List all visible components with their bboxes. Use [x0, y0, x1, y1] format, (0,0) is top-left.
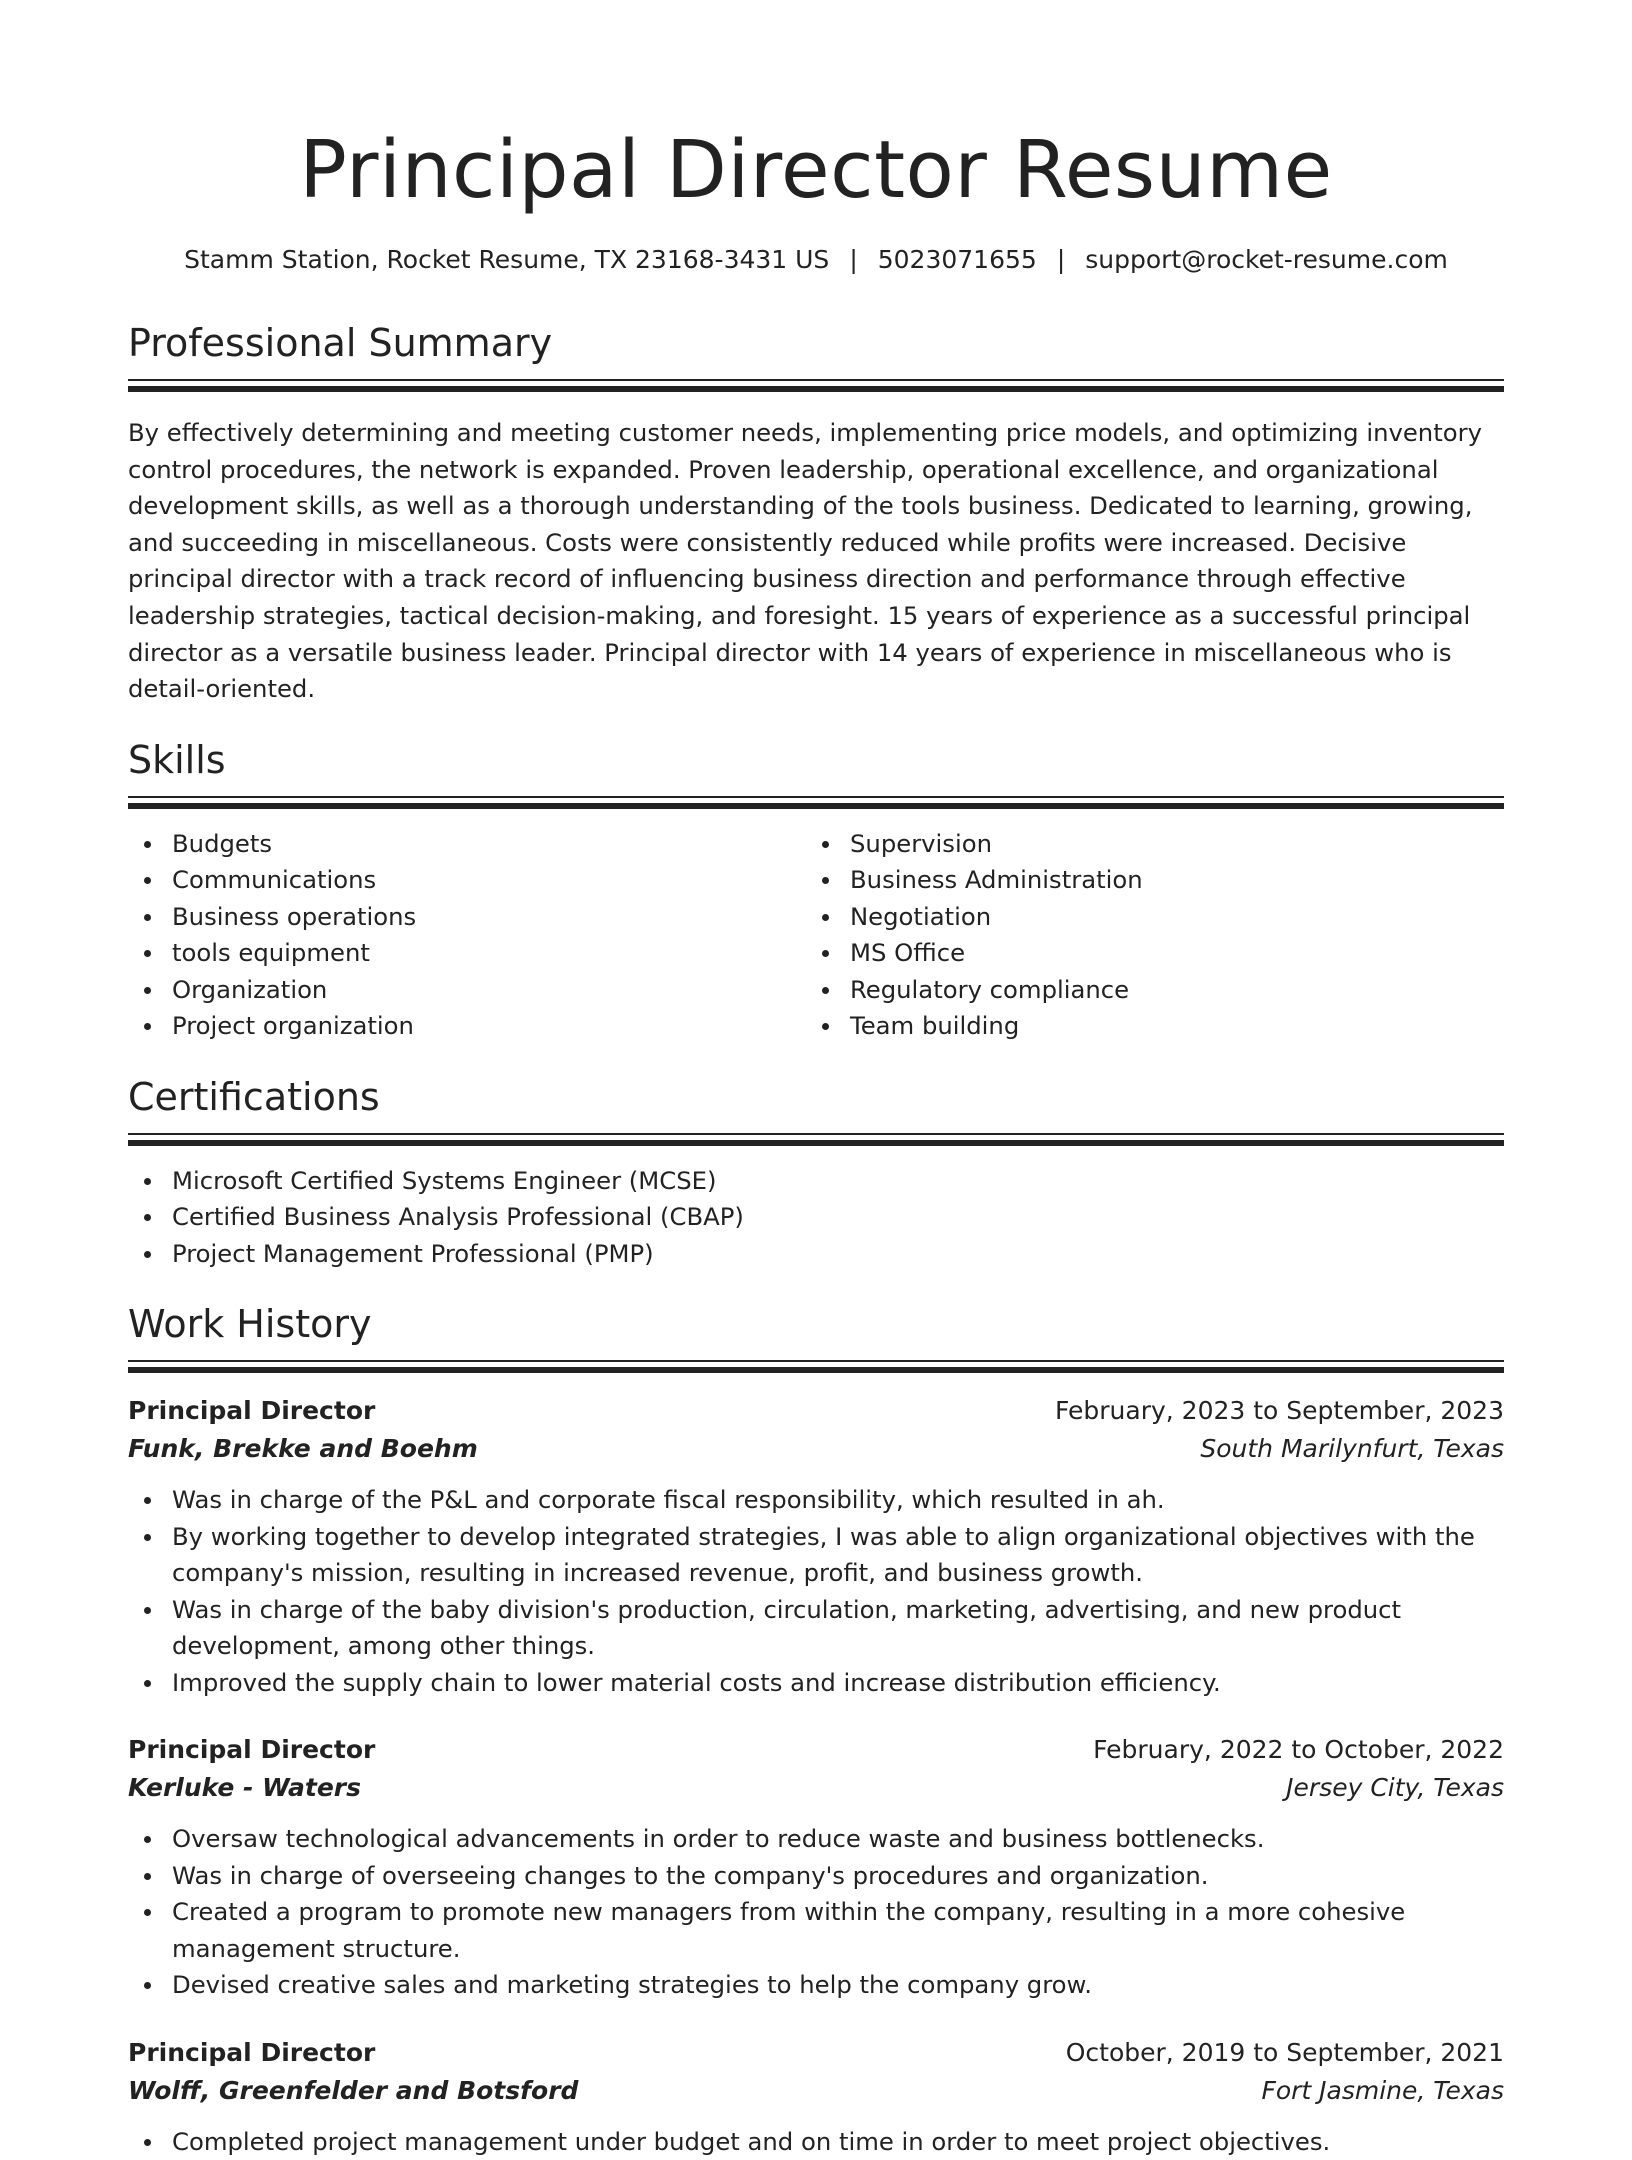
job-bullet: Created a program to promote new managers from within the company, resulting in a more cohesive management structure.: [128, 1894, 1504, 1967]
job-dates: February, 2023 to September, 2023: [1055, 1396, 1504, 1426]
job-company: Wolff, Greenfelder and Botsford: [128, 2075, 579, 2105]
certification-item: Certified Business Analysis Professional (CBAP): [128, 1199, 1504, 1236]
skills-list-right: [806, 826, 1484, 1045]
job-entry: [128, 2034, 1504, 2160]
section-divider: [128, 1133, 1504, 1147]
skill-item: MS Office: [806, 935, 1484, 972]
contact-address: Stamm Station, Rocket Resume, TX 23168-3431 US: [184, 245, 830, 274]
contact-separator: |: [849, 245, 858, 274]
job-location: Jersey City, Texas: [1286, 1773, 1504, 1803]
job-bullet: Oversaw technological advancements in order to reduce waste and business bottlenecks.: [128, 1821, 1504, 1858]
job-bullet: Was in charge of overseeing changes to the company's procedures and organization.: [128, 1858, 1504, 1895]
job-bullet: Devised creative sales and marketing strategies to help the company grow.: [128, 1967, 1504, 2004]
skill-item: Communications: [128, 862, 806, 899]
job-title: Principal Director: [128, 2037, 376, 2067]
job-bullet: Was in charge of the P&L and corporate fiscal responsibility, which resulted in ah.: [128, 1482, 1504, 1519]
certification-item: Project Management Professional (PMP): [128, 1236, 1504, 1273]
job-title: Principal Director: [128, 1735, 376, 1765]
resume-title: Principal Director Resume: [299, 124, 1333, 216]
skill-item: Negotiation: [806, 899, 1484, 936]
skill-item: Project organization: [128, 1008, 806, 1045]
skills-section: [128, 734, 1504, 1045]
job-bullets: [128, 1821, 1504, 2004]
certifications-section: [128, 1071, 1504, 1273]
job-bullet: Improved the supply chain to lower material costs and increase distribution efficiency.: [128, 1665, 1504, 1702]
summary-text: By effectively determining and meeting customer needs, implementing price models, and optimizing inventory control procedures, the network is expanded. Proven leadership, operational excellence, and organizational development skills, as well as a thorough understanding of the tools business. Dedicated to learning, growing, and succeeding in miscellaneous. Costs were consistently reduced while profits were increased. Decisive principal director with a track record of influencing business direction and performance through effective leadership strategies, tactical decision-making, and foresight. 15 years of experience as a successful principal director as a versatile business leader. Principal director with 14 years of experience in miscellaneous who is detail-oriented.: [128, 418, 1482, 704]
section-divider: [128, 1360, 1504, 1374]
certification-item: Microsoft Certified Systems Engineer (MCSE): [128, 1163, 1504, 1200]
job-title: Principal Director: [128, 1396, 376, 1426]
job-entry: [128, 1392, 1504, 1701]
work-history-heading: Work History: [128, 1302, 372, 1347]
job-location: South Marilynfurt, Texas: [1200, 1434, 1504, 1464]
job-bullet: By working together to develop integrated strategies, I was able to align organizational objectives with the company's mission, resulting in increased revenue, profit, and business growth.: [128, 1519, 1504, 1592]
skills-columns: [128, 826, 1504, 1045]
contact-separator: |: [1056, 245, 1066, 274]
contact-email: support@rocket-resume.com: [1085, 245, 1448, 274]
skill-item: Business Administration: [806, 862, 1484, 899]
job-entry: [128, 1731, 1504, 2004]
job-dates: February, 2022 to October, 2022: [1093, 1735, 1504, 1765]
section-divider: [128, 379, 1504, 393]
summary-heading: Professional Summary: [128, 321, 553, 365]
skill-item: Regulatory compliance: [806, 972, 1484, 1009]
job-bullets: [128, 2124, 1504, 2160]
contact-line: [128, 242, 1504, 278]
summary-section: [128, 317, 1504, 708]
job-bullets: [128, 1482, 1504, 1701]
skill-item: tools equipment: [128, 935, 806, 972]
job-dates: October, 2019 to September, 2021: [1065, 2037, 1504, 2067]
section-divider: [128, 796, 1504, 810]
resume-page: [128, 0, 1504, 2160]
work-history-section: [128, 1298, 1504, 2160]
skill-item: Business operations: [128, 899, 806, 936]
skills-heading: Skills: [128, 737, 226, 782]
skill-item: Team building: [806, 1008, 1484, 1045]
job-company: Kerluke - Waters: [128, 1773, 361, 1803]
skill-item: Supervision: [806, 826, 1484, 863]
job-company: Funk, Brekke and Boehm: [128, 1434, 478, 1464]
job-bullet: Was in charge of the baby division's production, circulation, marketing, advertising, and new product development, among other things.: [128, 1592, 1504, 1665]
skill-item: Budgets: [128, 826, 806, 863]
contact-phone: 5023071655: [877, 245, 1037, 274]
certifications-heading: Certifications: [128, 1074, 380, 1119]
job-bullet: Completed project management under budget and on time in order to meet project objectives.: [128, 2124, 1504, 2160]
job-location: Fort Jasmine, Texas: [1261, 2075, 1504, 2105]
skills-list-left: [128, 826, 806, 1045]
certifications-list: [128, 1163, 1504, 1273]
skill-item: Organization: [128, 972, 806, 1009]
